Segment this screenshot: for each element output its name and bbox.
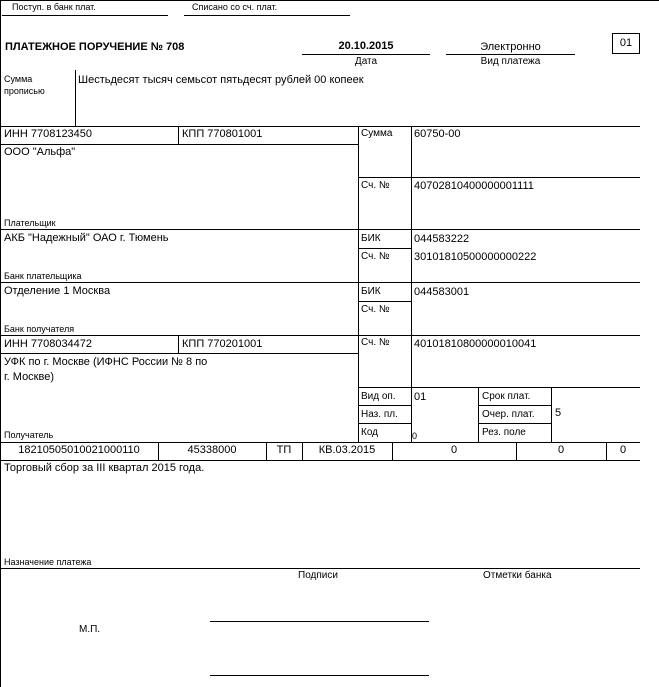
row-line [0,282,640,283]
amount-words-label: Сумма [4,74,33,84]
payee-kpp: КПП 770201001 [182,338,263,350]
tax-doc-date: 0 [557,444,565,456]
op-row-line [358,405,411,406]
kod-label: Код [361,427,379,438]
row-line [0,335,640,336]
srok-plat-label: Срок плат. [482,391,531,402]
tax-period: КВ.03.2015 [318,444,376,456]
kod-value: 0 [412,431,418,441]
tax-kbk: 18210505010021000110 [18,444,140,456]
operation-divider-1 [478,387,479,442]
row-line [0,126,640,127]
payer-sum-label: Сумма [361,128,393,139]
tax-basis: ТП [276,444,292,456]
sum-account-line [358,177,411,178]
debited-line [184,15,350,16]
payee-bank-label: Банк получателя [4,324,75,334]
row-line [0,460,640,461]
payee-name-2: г. Москве) [4,371,54,383]
payer-kpp: КПП 770801001 [182,128,263,140]
sum-account-line-right [411,177,640,178]
amount-in-words: Шестьдесят тысяч семьсот пятьдесят рублей 00 копеек [78,74,364,86]
signatures-label: Подписи [298,570,338,581]
payment-purpose: Торговый сбор за III квартал 2015 года. [4,462,205,474]
left-border [0,0,1,687]
row-line [0,442,640,443]
payee-bank-account-label: Сч. № [361,304,390,315]
document-date: 20.10.2015 [338,40,394,52]
op-row-line [358,423,411,424]
operation-divider-2 [551,387,552,442]
bik-line [358,301,411,302]
payer-bank-bik-label: БИК [361,233,381,244]
main-divider-2 [411,126,412,442]
rez-pole-label: Рез. поле [482,427,526,438]
payer-label: Плательщик [4,218,56,228]
vid-op-value: 01 [414,391,427,403]
payee-bank-bik: 044583001 [414,286,470,298]
payee-account-label: Сч. № [361,337,390,348]
received-label: Поступ. в банк плат. [12,2,96,12]
main-divider-1 [358,126,359,442]
payer-account-label: Сч. № [361,180,390,191]
op-row-line [478,405,551,406]
payer-inn-line [0,144,358,145]
payee-inn: ИНН 7708034472 [4,338,93,350]
date-label: Дата [354,56,378,67]
ocher-plat-label: Очер. плат. [482,409,535,420]
operation-top-line [358,387,640,388]
op-row-line [478,423,551,424]
payer-account: 40702810400000001111 [414,180,534,192]
document-title: ПЛАТЕЖНОЕ ПОРУЧЕНИЕ № 708 [5,41,185,53]
form-code-box: 01 [612,33,640,54]
payer-bank-name: АКБ "Надежный" ОАО г. Тюмень [4,232,169,244]
tax-doc-number: 0 [450,444,458,456]
payment-type-line [446,54,575,55]
bank-marks-label: Отметки банка [483,570,552,581]
payment-type-label: Вид платежа [480,56,541,67]
payment-type: Электронно [480,41,541,53]
payee-inn-kpp-divider [178,335,179,353]
signature-line [210,675,429,676]
payee-bank-bik-label: БИК [361,286,381,297]
signature-line [210,621,429,622]
naz-pl-label: Наз. пл. [361,409,398,420]
payee-bank-name: Отделение 1 Москва [4,285,111,297]
payer-bank-label: Банк плательщика [4,271,82,281]
row-line [0,568,640,569]
amount-words-label-2: прописью [4,86,45,96]
payer-name: ООО "Альфа" [4,146,76,158]
vid-op-label: Вид оп. [361,391,396,402]
payee-name: УФК по г. Москве (ИФНС России № 8 по [4,356,208,368]
payer-bank-bik: 044583222 [414,233,470,245]
payer-inn-kpp-divider [178,126,179,144]
top-border [0,0,659,1]
payer-bank-account-label: Сч. № [361,251,390,262]
payer-bank-account: 30101810500000000222 [414,251,537,263]
row-line [0,229,640,230]
payer-sum: 60750-00 [414,128,461,140]
bik-line [358,248,411,249]
payee-inn-line [0,353,358,354]
payee-account: 40101810800000010041 [414,338,537,350]
received-line [2,15,168,16]
ocher-plat-value: 5 [555,407,562,419]
payee-label: Получатель [4,430,54,440]
date-line [302,54,430,55]
payer-inn: ИНН 7708123450 [4,128,93,140]
amount-words-divider [75,70,76,126]
tax-oktmo: 45338000 [187,444,237,456]
payment-purpose-label: Назначение платежа [4,557,92,567]
stamp-label: М.П. [79,624,101,635]
debited-label: Списано со сч. плат. [192,2,278,12]
tax-type: 0 [619,444,627,456]
